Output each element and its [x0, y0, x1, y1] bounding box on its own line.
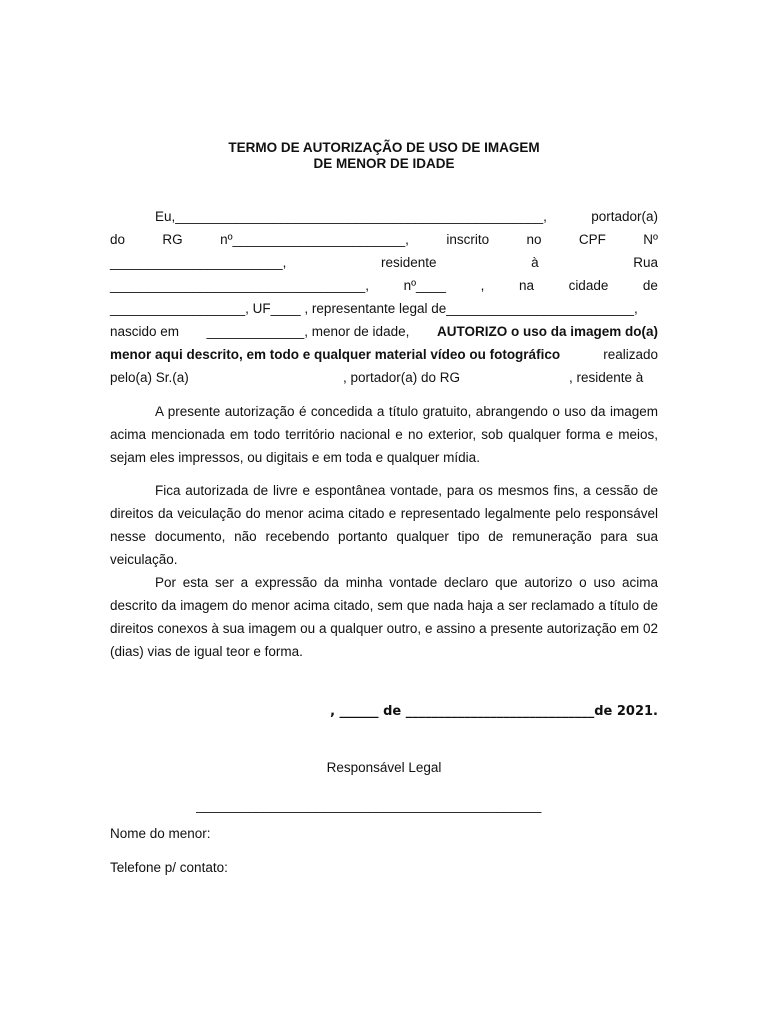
authorization-paragraph-3: Fica autorizada de livre e espontânea vontade, para os mesmos fins, a cessão de direitos da veiculação do menor acima citado e representado legalmente pelo responsável nesse documento, não recebendo portanto qualquer tipo de remuneração para sua veiculação. — [110, 483, 658, 567]
date-line: , ______ de _____________________________de 2021. — [330, 704, 658, 719]
text-line: menor aqui descrito, em todo e qualquer material vídeo ou fotográfico realizado — [110, 343, 658, 366]
responsavel-legal-label: Responsável Legal — [326, 760, 442, 775]
text-line: pelo(a) Sr.(a) , portador(a) do RG , residente à — [110, 370, 644, 385]
authorization-bold-text: menor aqui descrito, em todo e qualquer material vídeo ou fotográfico — [110, 347, 561, 362]
document-title-line2: DE MENOR DE IDADE — [313, 156, 455, 171]
telefone-contato-label: Telefone p/ contato: — [110, 860, 228, 875]
text-line: Eu,_________________________________________________, portador(a) — [155, 209, 658, 224]
authorization-paragraph-2: A presente autorização é concedida a título gratuito, abrangendo o uso da imagem acima mencionada em todo território nacional e no exterior, sob qualquer forma e meios, sejam eles impressos, ou digitais e em toda e qualquer mídia. — [110, 404, 658, 465]
text-line: __________________________________, nº____ , na cidade de — [110, 278, 658, 293]
text-line: nascido em _____________, menor de idade, AUTORIZO o uso da imagem do(a) — [110, 320, 658, 343]
text-line: _______________________, residente à Rua — [110, 255, 658, 270]
authorization-bold-text: AUTORIZO o uso da imagem do(a) — [436, 324, 658, 339]
authorization-paragraph-4: Por esta ser a expressão da minha vontade declaro que autorizo o uso acima descrito da imagem do menor acima citado, sem que nada haja a ser reclamado a título de direitos conexos à sua imagem ou a qualquer outro, e assino a presente autorização em 02 (dias) vias de igual teor e forma. — [110, 575, 658, 659]
authorization-paragraph-1 — [110, 205, 658, 389]
text-line: do RG nº_______________________, inscrito no CPF Nº — [110, 232, 658, 247]
signature-line: ______________________________________________ — [196, 798, 542, 813]
text-line: __________________, UF____ , representante legal de_________________________, — [110, 301, 638, 316]
document-title-line1: TERMO DE AUTORIZAÇÃO DE USO DE IMAGEM — [228, 140, 540, 155]
nome-do-menor-label: Nome do menor: — [110, 826, 211, 841]
